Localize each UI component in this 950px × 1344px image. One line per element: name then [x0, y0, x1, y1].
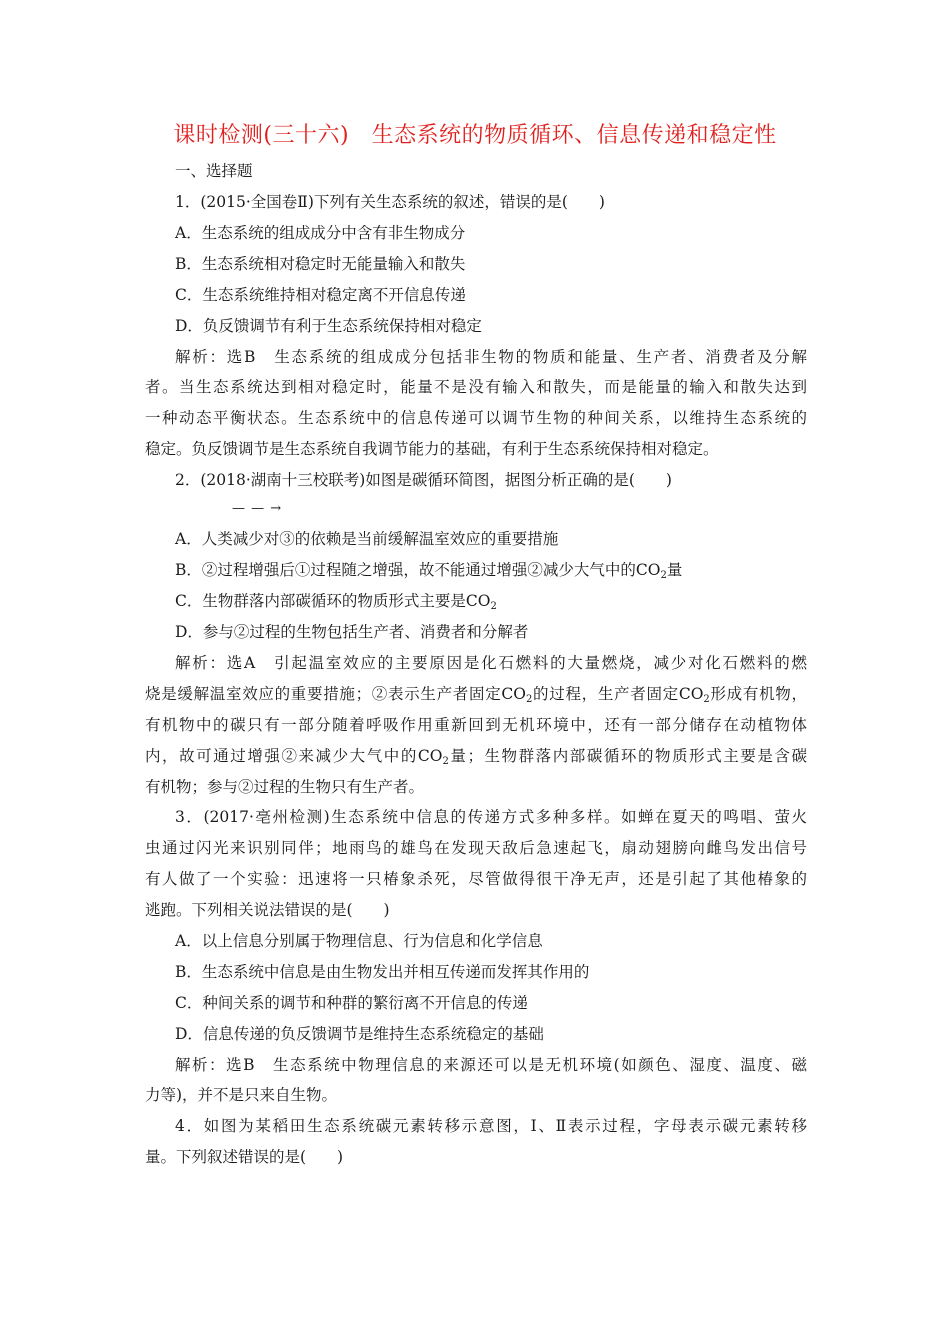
q1-option-d: D．负反馈调节有利于生态系统保持相对稳定 [175, 317, 482, 335]
q2-explanation-line: 解析：选A 引起温室效应的主要原因是化石燃料的大量燃烧，减少对化石燃料的燃 [175, 654, 807, 672]
q3-stem-line: 有人做了一个实验：迅速将一只椿象杀死，尽管做得很干净无声，还是引起了其他椿象的 [145, 870, 807, 888]
dashed-arrow-legend: — — → [232, 501, 283, 516]
q3-stem-line: 虫通过闪光来识别同伴；地雨鸟的雄鸟在发现天敌后急速起飞，扇动翅膀向雌鸟发出信号 [145, 839, 807, 857]
q2-option-b: B．②过程增强后①过程随之增强，故不能通过增强②减少大气中的$CO_2$量 [175, 561, 683, 581]
q2-explanation-line: 内，故可通过增强②来减少大气中的$CO_2$量；生物群落内部碳循环的物质形式主要是含碳 [145, 747, 807, 767]
page-title: 课时检测(三十六) 生态系统的物质循环、信息传递和稳定性 [173, 123, 777, 148]
q3-option-b: B．生态系统中信息是由生物发出并相互传递而发挥其作用的 [175, 963, 590, 981]
q1-option-c: C．生态系统维持相对稳定离不开信息传递 [175, 286, 466, 304]
q3-explanation-line: 力等)，并不是只来自生物。 [145, 1086, 338, 1104]
q1-explanation-line: 稳定。负反馈调节是生态系统自我调节能力的基础，有利于生态系统保持相对稳定。 [145, 440, 719, 458]
q4-stem-line: 4．如图为某稻田生态系统碳元素转移示意图，Ⅰ、Ⅱ表示过程，字母表示碳元素转移 [175, 1117, 807, 1135]
q1-option-b: B．生态系统相对稳定时无能量输入和散失 [175, 255, 466, 273]
q2-option-d: D．参与②过程的生物包括生产者、消费者和分解者 [175, 623, 529, 641]
q2-explanation-line: 有机物中的碳只有一部分随着呼吸作用重新回到无机环境中，还有一部分储存在动植物体 [145, 716, 807, 734]
q1-explanation-line: 一种动态平衡状态。生态系统中的信息传递可以调节生物的种间关系，以维持生态系统的 [145, 409, 807, 427]
q3-option-a: A．以上信息分别属于物理信息、行为信息和化学信息 [175, 932, 543, 950]
q1-stem: 1．(2015·全国卷Ⅱ)下列有关生态系统的叙述，错误的是( ) [175, 193, 605, 211]
q3-option-d: D．信息传递的负反馈调节是维持生态系统稳定的基础 [175, 1025, 544, 1043]
q2-explanation-line: 有机物；参与②过程的生物只有生产者。 [145, 778, 425, 796]
q2-stem: 2．(2018·湖南十三校联考)如图是碳循环简图，据图分析正确的是( ) [175, 471, 672, 489]
q2-explanation-line: 烧是缓解温室效应的重要措施；②表示生产者固定$CO_2$的过程，生产者固定$CO_2$形成有机物， [145, 685, 807, 705]
q3-stem-line: 逃跑。下列相关说法错误的是( ) [145, 901, 390, 919]
q3-stem-line: 3．(2017·亳州检测)生态系统中信息的传递方式多种多样。如蝉在夏天的鸣唱、萤火 [175, 808, 807, 826]
q2-option-c: C．生物群落内部碳循环的物质形式主要是$CO_2$ [175, 592, 497, 612]
q3-option-c: C．种间关系的调节和种群的繁衍离不开信息的传递 [175, 994, 528, 1012]
q4-stem-line: 量。下列叙述错误的是( ) [145, 1148, 344, 1166]
q1-option-a: A．生态系统的组成成分中含有非生物成分 [175, 224, 466, 242]
section-heading: 一、选择题 [175, 162, 253, 180]
q3-explanation-line: 解析：选B 生态系统中物理信息的来源还可以是无机环境(如颜色、湿度、温度、磁 [175, 1056, 807, 1074]
q1-explanation-line: 者。当生态系统达到相对稳定时，能量不是没有输入和散失，而是能量的输入和散失达到 [145, 378, 807, 396]
q2-option-a: A．人类减少对③的依赖是当前缓解温室效应的重要措施 [175, 530, 559, 548]
q1-explanation-line: 解析：选B 生态系统的组成成分包括非生物的物质和能量、生产者、消费者及分解 [175, 348, 807, 366]
